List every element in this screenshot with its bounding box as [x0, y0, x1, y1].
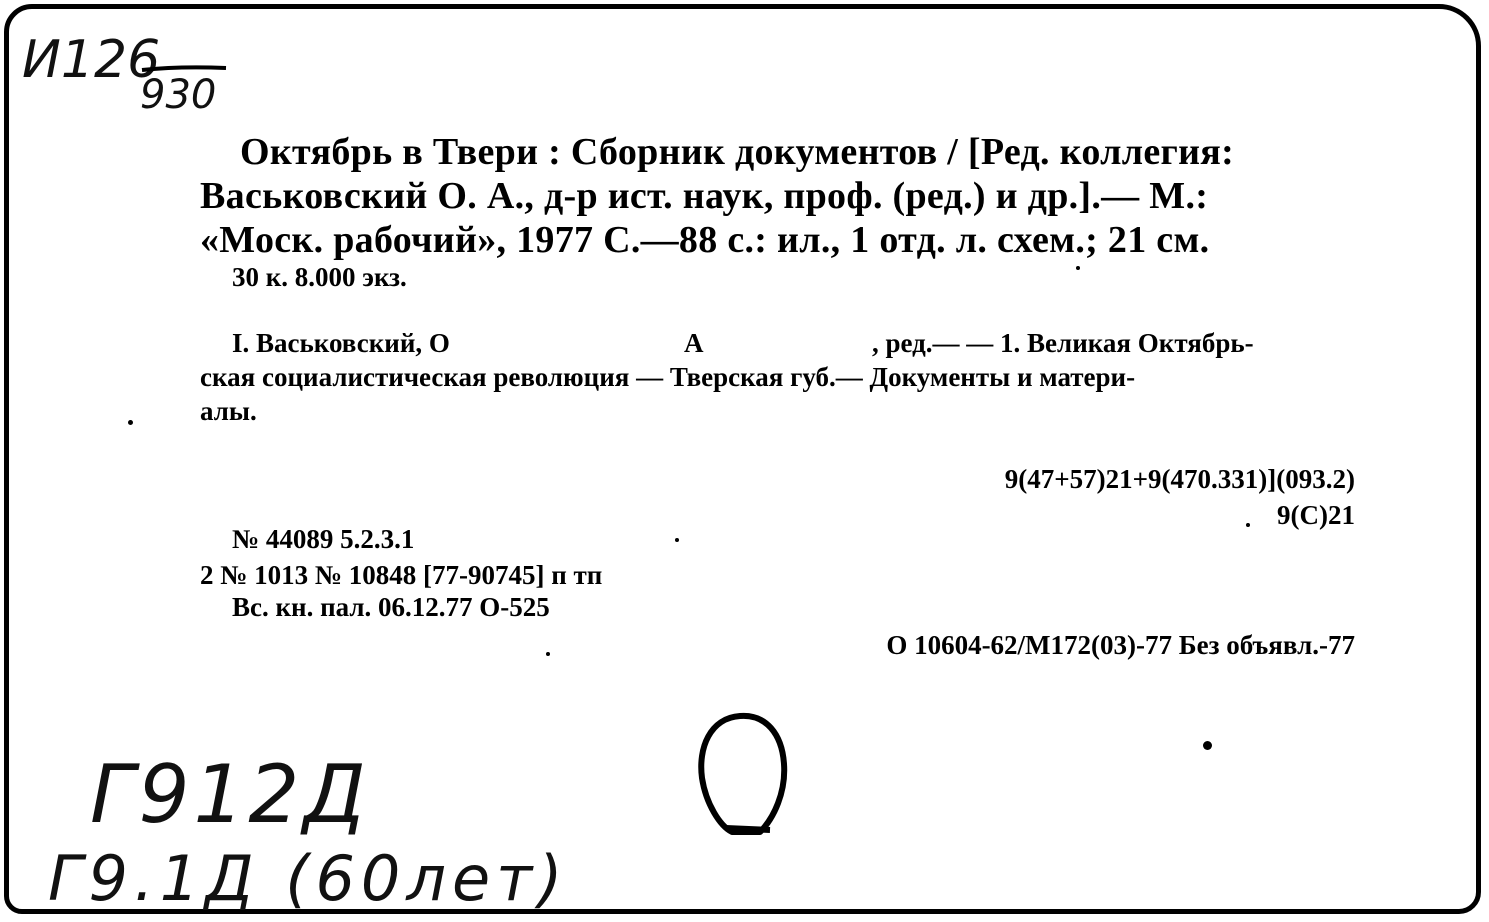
handwritten-code-2: Г9.1Д (60лет) [48, 842, 569, 915]
subject-entry-part-2: А [684, 328, 704, 358]
scan-speck [546, 652, 550, 656]
handwritten-fraction-bottom: 930 [140, 72, 217, 118]
registration-line-3: Вс. кн. пал. 06.12.77 О-525 [232, 592, 550, 622]
title-line-1: Октябрь в Твери : Сборник документов / [Ред. коллегия: [240, 131, 1235, 173]
subject-entry-line-3: алы. [200, 396, 257, 426]
scan-speck [1246, 523, 1250, 527]
scan-speck [675, 538, 679, 542]
price-and-run: 30 к. 8.000 экз. [232, 262, 407, 292]
subject-entry-part-1: I. Васьковский, О [232, 328, 450, 358]
subject-entry-line-2: ская социалистическая революция — Тверская губ.— Документы и матери- [200, 362, 1136, 392]
registration-line-1: № 44089 5.2.3.1 [232, 524, 415, 554]
registration-line-2: 2 № 1013 № 10848 [77-90745] п тп [200, 560, 603, 590]
handwritten-shelfmark: И126 [22, 30, 161, 90]
handdrawn-loop-mark [690, 708, 800, 844]
publisher-code: О 10604-62/М172(03)-77 Без объявл.-77 [886, 630, 1355, 660]
author-mark: 9(С)21 [1277, 500, 1355, 530]
bbk-index: 9(47+57)21+9(470.331)](093.2) [1004, 464, 1355, 494]
title-line-3: «Моск. рабочий», 1977 С.—88 с.: ил., 1 отд. л. схем.; 21 см. [200, 219, 1210, 261]
subject-entry-part-3: , ред.— — 1. Великая Октябрь- [872, 328, 1254, 358]
title-line-2: Васьковский О. А., д-р ист. наук, проф. (ред.) и др.].— М.: [200, 175, 1209, 217]
scan-speck [1076, 266, 1080, 270]
scan-speck [1203, 741, 1212, 750]
scan-speck [128, 420, 133, 425]
handwritten-code-1: Г912Д [90, 748, 370, 841]
